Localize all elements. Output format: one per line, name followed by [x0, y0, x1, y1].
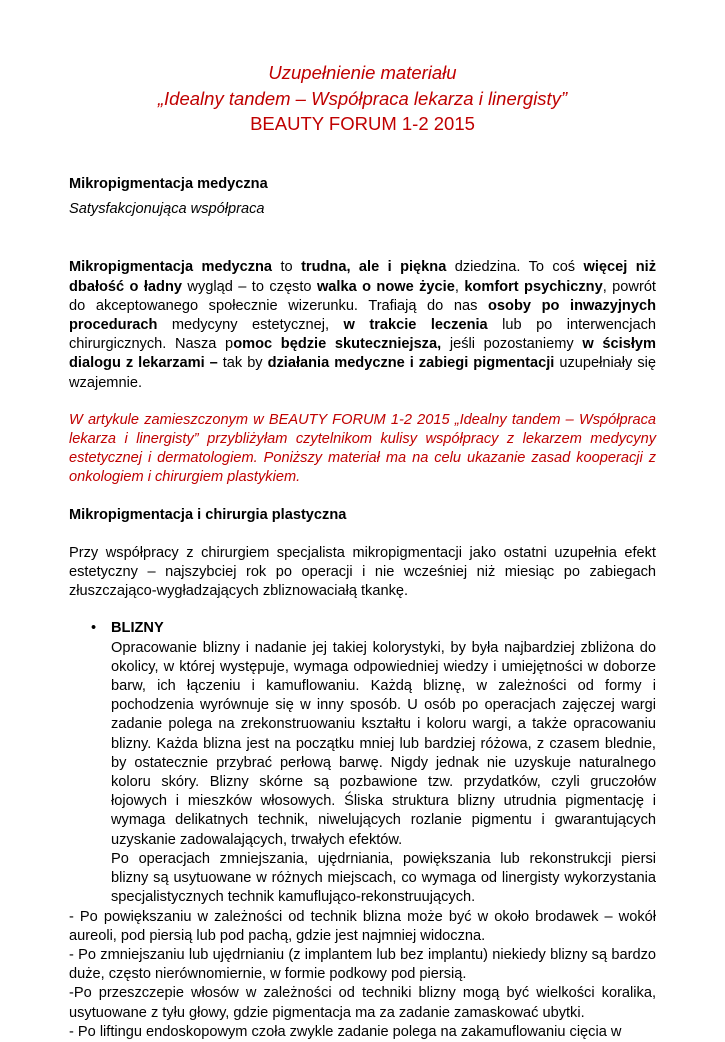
title-line-1: Uzupełnienie materiału	[268, 62, 457, 83]
intro-span: w trakcie leczenia	[343, 317, 488, 334]
intro-span: tak by	[217, 355, 268, 372]
section-heading-medical: Mikropigmentacja medyczna	[69, 176, 268, 192]
intro-span: omoc będzie skuteczniejsza,	[233, 336, 442, 353]
intro-span: ,	[454, 278, 465, 295]
intro-span: lub po interwencjach chirurgicznych. Nasza p	[69, 317, 656, 353]
editorial-note: W artykule zamieszczonym w BEAUTY FORUM 1-2 2015 „Idealny tandem – Współpraca lekarza i linergisty” przybliżyłam czytelnikom kulisy współpracy z lekarzem medycyny estetycznej i dermatologiem. Poniższy materiał ma na celu ukazanie zasad kooperacji z onkologiem i chirurgiem plastykiem.	[69, 411, 656, 486]
section-subtitle: Satysfakcjonująca współpraca	[69, 201, 265, 218]
intro-span: komfort psychiczny	[464, 278, 603, 295]
intro-span: więcej niż dbałość o ładny	[69, 259, 656, 295]
intro-paragraph	[69, 258, 656, 392]
intro-span: dziedzina. To coś	[446, 259, 584, 276]
bullet-paragraph-1: Opracowanie blizny i nadanie jej takiej kolorystyki, by była najbardziej zbliżona do okolicy, w której występuje, wymaga odpowiedniej wiedzy i umiejętności w doborze barw, ich łączeniu i kamuflowaniu. Każdą bliznę, w zależności od formy i pochodzenia wyrównuje się w inny sposób. U osób po operacjach zajęczej wargi zadanie polega na zrekonstruowaniu kształtu i koloru wargi, a także opracowaniu blizny. Każda blizna jest na początku mniej lub bardziej różowa, z czasem blednie, by ostatecznie przybrać perłową barwę. Nigdy jednak nie uzyskuje naturalnego koloru skóry. Blizny skórne są pozbawione tzw. przydatków, czyli gruczołów łojowych i mieszków włosowych. Śliska struktura blizny utrudnia pigmentację i wymaga delikatnych technik, niwelujących rozlanie pigmentu i gwarantujących uzyskanie zadowalających, trwałych efektów.	[111, 639, 656, 848]
intro-span: walka o nowe życie	[316, 278, 455, 295]
section-heading-plastic-surgery: Mikropigmentacja i chirurgia plastyczna	[69, 506, 347, 523]
intro-span: wygląd – to często	[182, 278, 317, 295]
bullet-item-scars	[69, 619, 656, 907]
intro-span: w ścisłym dialogu z lekarzami –	[69, 336, 656, 372]
title-line-3: BEAUTY FORUM 1-2 2015	[250, 113, 475, 134]
intro-span: działania medyczne i zabiegi pigmentacji	[267, 355, 555, 372]
bullet-heading: BLIZNY	[111, 620, 164, 637]
intro-span: medycyny estetycznej,	[157, 317, 344, 334]
bullet-paragraph-2: Po operacjach zmniejszania, ujędrniania, powiększania lub rekonstrukcji piersi blizny są usytuowane w różnych miejscach, co wymaga od linergisty wykorzystania specjalistycznych technik kamuflująco-rekonstruujących.	[111, 850, 656, 906]
dash-item: - Po powiększaniu w zależności od technik blizna może być w około brodawek – wokół aureoli, pod piersią lub pod pachą, gdzie jest najmniej widoczna.	[69, 908, 656, 944]
document-body	[69, 175, 656, 1042]
dash-item: - Po liftingu endoskopowym czoła zwykle zadanie polega na zakamuflowaniu cięcia w	[69, 1023, 622, 1040]
dash-item: - Po zmniejszaniu lub ujędrnianiu (z implantem lub bez implantu) niekiedy blizny są bardzo duże, często nierównomiernie, w formie podkowy pod piersią.	[69, 946, 656, 983]
document-title	[0, 60, 725, 137]
intro-span: jeśli pozostaniemy	[441, 336, 583, 353]
intro-span: uzupełniały się wzajemnie.	[69, 355, 656, 391]
bullet-icon: •	[91, 620, 97, 637]
intro-span: , powrót do akceptowanego społecznie wizerunku. Trafiają do nas	[69, 278, 656, 314]
intro-span: to	[272, 259, 302, 276]
intro-span: trudna, ale i piękna	[301, 259, 447, 276]
dash-item: -Po przeszczepie włosów w zależności od techniki blizny mogą być wielkości koralika, usytuowane z tyłu głowy, gdzie pigmentacja ma za zadanie zamaskować ubytki.	[69, 985, 656, 1021]
title-line-2: „Idealny tandem – Współpraca lekarza i linergisty”	[157, 87, 568, 109]
plastic-surgery-paragraph: Przy współpracy z chirurgiem specjalista mikropigmentacji jako ostatni uzupełnia efekt estetyczny – najszybciej rok po operacji i nie wcześniej niż miesiąc po zabiegach złuszczająco-wygładzających zbliznowaciałą tkankę.	[69, 544, 656, 600]
intro-span: Mikropigmentacja medyczna	[69, 259, 273, 276]
intro-span: osoby po inwazyjnych procedurach	[69, 297, 656, 334]
